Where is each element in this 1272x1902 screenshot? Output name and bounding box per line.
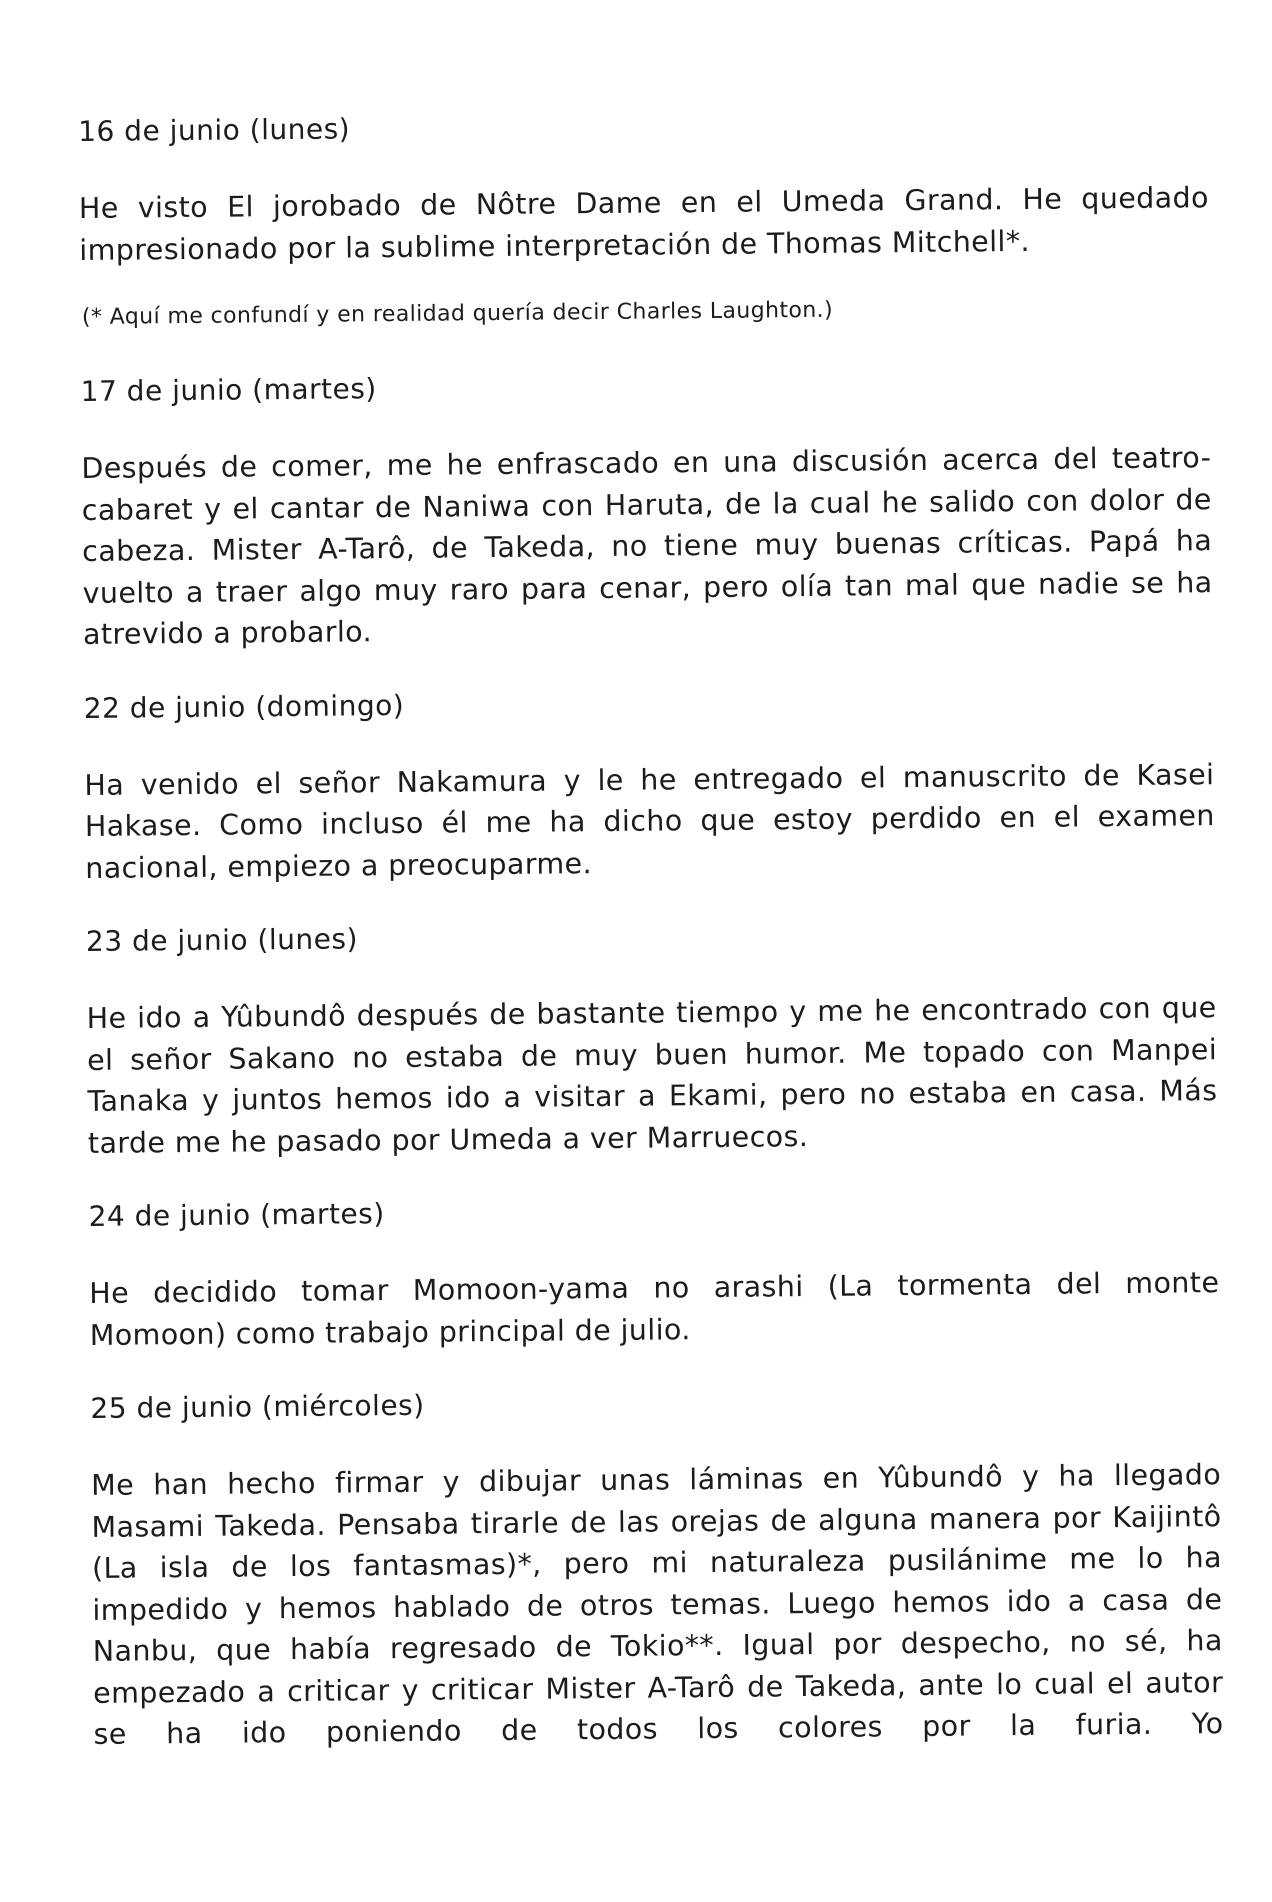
entry-text: He ido a Yûbundô después de bastante tiempo y me he encontrado con que el señor Sakano no estaba de muy buen humor. Me topado con Manpei Tanaka y juntos hemos ido a visitar a Ekami, pero no estaba en casa. Más tarde me he pasado por Umeda a ver Marruecos. bbox=[86, 991, 1218, 1160]
diary-entry bbox=[84, 678, 1216, 889]
entry-date: 25 de junio (miércoles) bbox=[90, 1388, 425, 1425]
entry-date: 17 de junio (martes) bbox=[80, 372, 377, 408]
entry-date: 16 de junio (lunes) bbox=[78, 112, 351, 148]
diary-page bbox=[78, 101, 1224, 1788]
diary-entry bbox=[86, 911, 1218, 1164]
entry-footnote: (* Aquí me confundí y en realidad quería decir Charles Laughton.) bbox=[81, 297, 834, 330]
diary-entry bbox=[80, 361, 1213, 655]
entry-text: Después de comer, me he enfrascado en una discusión acerca del teatro-cabaret y el cantar de Naniwa con Haruta, de la cual he salido con dolor de cabeza. Mister A-Tarô, de Takeda, no tiene muy buenas críticas. Papá ha vuelto a traer algo muy raro para cenar, pero olía tan mal que nadie se ha atrevido a probarlo. bbox=[81, 441, 1213, 651]
diary-entry bbox=[78, 101, 1210, 334]
entry-text: He decidido tomar Momoon-yama no arashi (La tormenta del monte Momoon) como trabajo principal de julio. bbox=[89, 1266, 1220, 1352]
diary-entry bbox=[90, 1378, 1223, 1755]
entry-text: He visto El jorobado de Nôtre Dame en el Umeda Grand. He quedado impresionado por la sublime interpretación de Thomas Mitchell*. bbox=[78, 181, 1210, 267]
entry-date: 22 de junio (domingo) bbox=[83, 688, 405, 725]
entry-date: 24 de junio (martes) bbox=[88, 1197, 385, 1233]
entry-text: Ha venido el señor Nakamura y le he entregado el manuscrito de Kasei Hakase. Como incluso él me ha dicho que estoy perdido en el examen nacional, empiezo a preocuparme. bbox=[84, 757, 1215, 885]
entry-text: Me han hecho firmar y dibujar unas láminas en Yûbundô y ha llegado Masami Takeda. Pensaba tirarle de las orejas de alguna manera por Kaijintô (La isla de los fantasmas)*, pero mi naturaleza pusilánime me lo ha impedido y hemos hablado de otros temas. Luego hemos ido a casa de Nanbu, que había regresado de Tokio**. Igual por despecho, no sé, ha empezado a criticar y criticar Mister A-Tarô de Takeda, ante lo cual el autor se ha ido poniendo de todos los colores por la furia. Yo bbox=[91, 1458, 1224, 1751]
diary-entry bbox=[88, 1186, 1219, 1356]
entry-date: 23 de junio (lunes) bbox=[85, 922, 359, 958]
